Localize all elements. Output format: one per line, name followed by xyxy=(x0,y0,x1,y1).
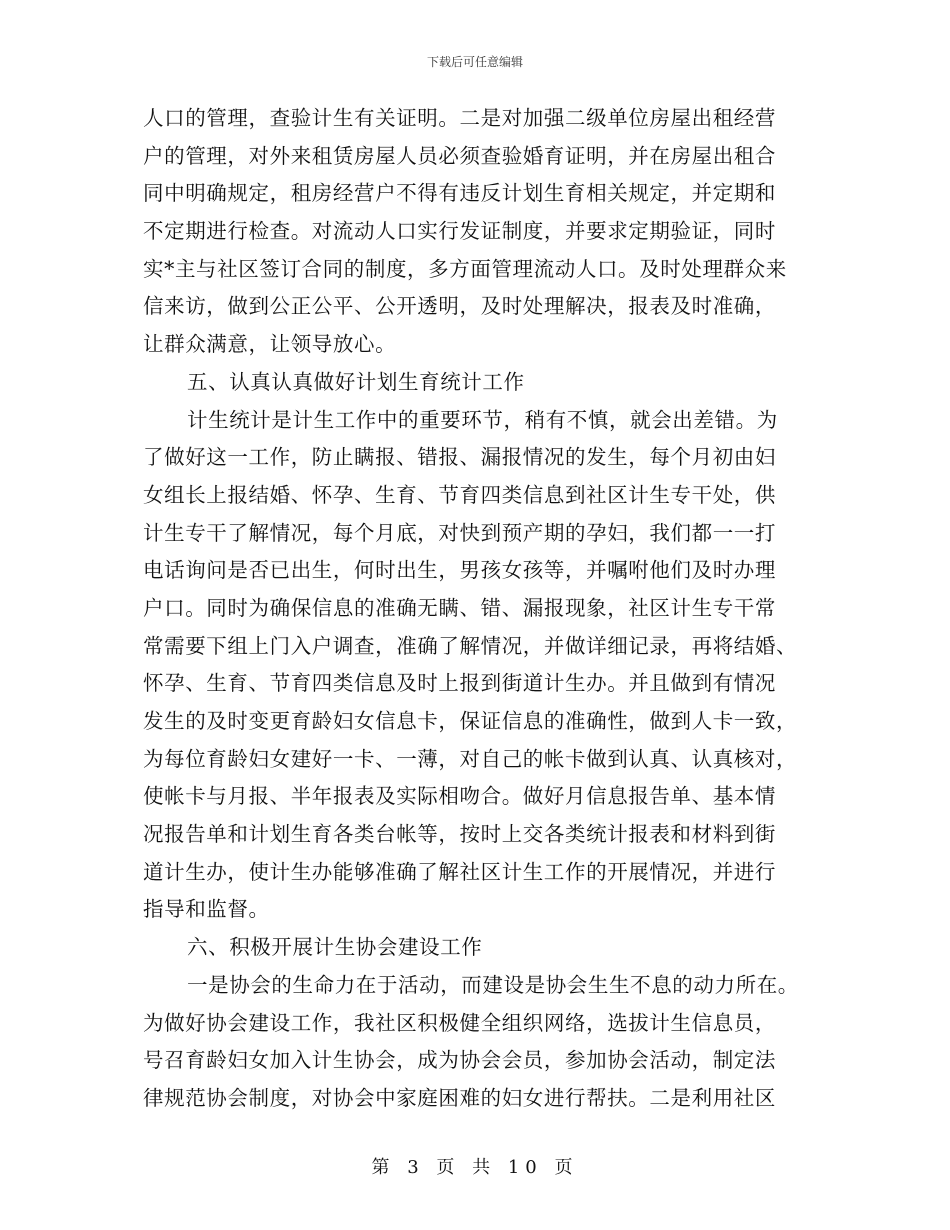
body-line: 人口的管理，查验计生有关证明。二是对加强二级单位房屋出租经营 xyxy=(143,106,776,130)
paragraph-start: 计生统计是计生工作中的重要环节，稍有不慎，就会出差错。为 xyxy=(187,407,778,432)
body-line: 信来访，做到公正公平、公开透明，及时处理解决，报表及时准确， xyxy=(143,294,776,319)
body-line: 况报告单和计划生育各类台帐等，按时上交各类统计报表和材料到街 xyxy=(143,822,776,847)
section-heading: 五、认真认真做好计划生育统计工作 xyxy=(187,369,525,394)
body-line: 常需要下组上门入户调查，准确了解情况，并做详细记录，再将结婚、 xyxy=(143,633,798,658)
body-line: 指导和监督。 xyxy=(143,897,270,922)
body-line: 了做好这一工作，防止瞒报、错报、漏报情况的发生，每个月初由妇 xyxy=(143,445,776,470)
body-line: 户的管理，对外来租赁房屋人员必须查验婚育证明，并在房屋出租合 xyxy=(143,143,776,168)
paragraph-start: 一是协会的生命力在于活动，而建设是协会生生不息的动力所在。 xyxy=(187,972,799,997)
body-line: 发生的及时变更育龄妇女信息卡，保证信息的准确性，做到人卡一致， xyxy=(143,709,798,733)
body-line: 怀孕、生育、节育四类信息及时上报到街道计生办。并且做到有情况 xyxy=(143,671,776,696)
section-heading: 六、积极开展计生协会建设工作 xyxy=(187,935,483,960)
body-line: 道计生办，使计生办能够准确了解社区计生工作的开展情况，并进行 xyxy=(143,859,776,884)
page-header-note: 下载后可任意编辑 xyxy=(426,55,523,69)
body-line: 实*主与社区签订合同的制度，多方面管理流动人口。及时处理群众来 xyxy=(143,256,787,281)
body-line: 律规范协会制度，对协会中家庭困难的妇女进行帮扶。二是利用社区 xyxy=(143,1085,776,1110)
body-line: 不定期进行检查。对流动人口实行发证制度，并要求定期验证，同时 xyxy=(143,219,776,244)
body-line: 号召育龄妇女加入计生协会，成为协会会员，参加协会活动，制定法 xyxy=(143,1048,776,1073)
document-body xyxy=(143,100,823,1118)
body-line: 户口。同时为确保信息的准确无瞒、错、漏报现象，社区计生专干常 xyxy=(143,595,776,620)
body-line: 使帐卡与月报、半年报表及实际相吻合。做好月信息报告单、基本情 xyxy=(143,784,776,809)
body-line: 为每位育龄妇女建好一卡、一薄，对自己的帐卡做到认真、认真核对， xyxy=(143,746,798,771)
body-line: 为做好协会建设工作，我社区积极健全组织网络，选拔计生信息员， xyxy=(143,1010,776,1035)
body-line: 女组长上报结婚、怀孕、生育、节育四类信息到社区计生专干处，供 xyxy=(143,482,776,507)
body-line: 让群众满意，让领导放心。 xyxy=(143,332,397,357)
page-number: 第 3 页 共 10 页 xyxy=(371,1157,579,1178)
body-line: 电话询问是否已出生，何时出生，男孩女孩等，并嘱咐他们及时办理 xyxy=(143,558,776,583)
body-line: 同中明确规定，租房经营户不得有违反计划生育相关规定，并定期和 xyxy=(143,181,776,206)
body-line: 计生专干了解情况，每个月底，对快到预产期的孕妇，我们都一一打 xyxy=(143,520,776,545)
